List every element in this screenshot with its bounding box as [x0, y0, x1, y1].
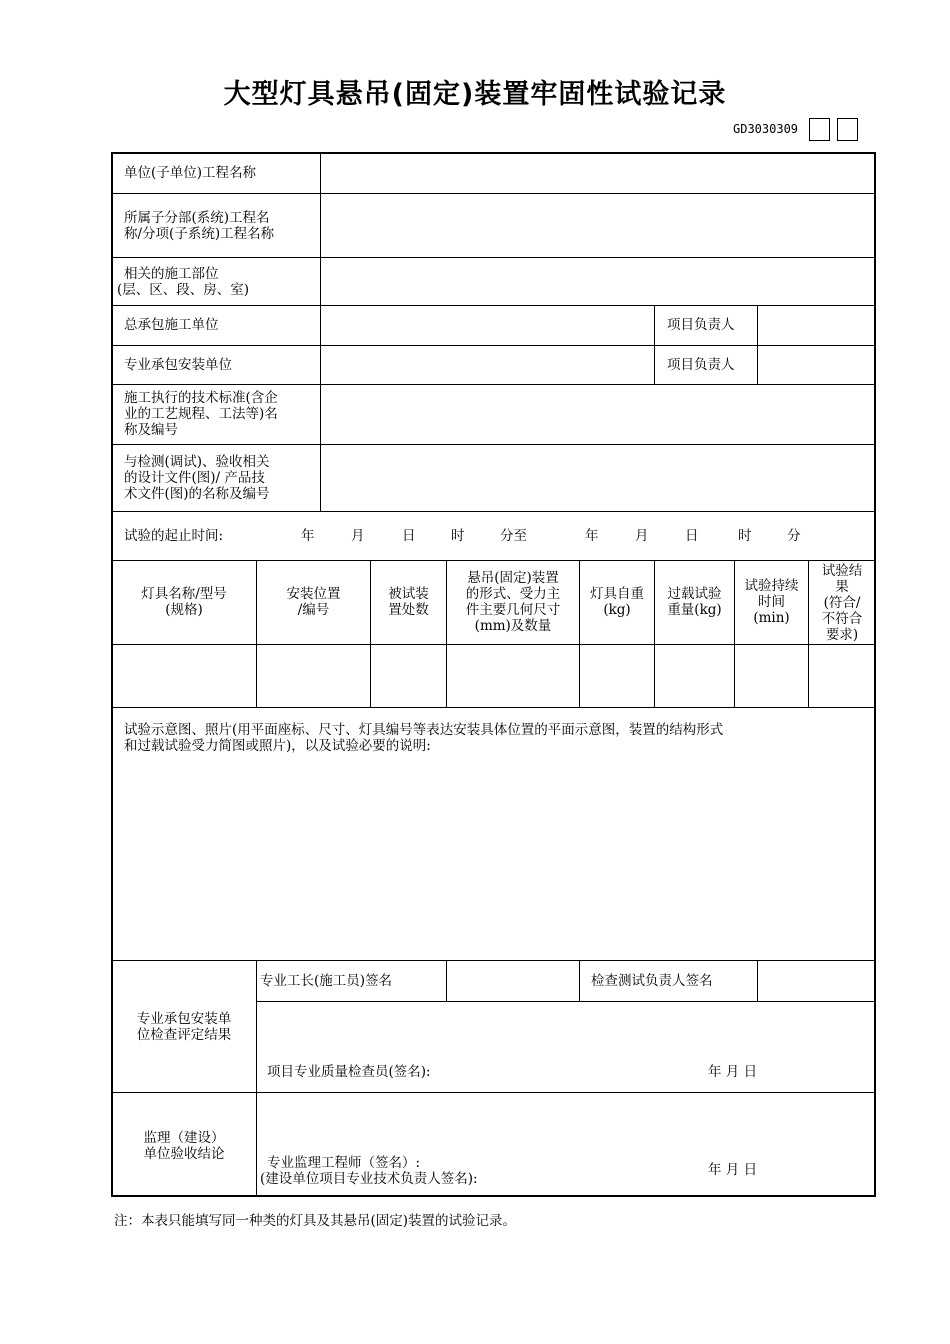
row-divider [111, 444, 876, 445]
standard-label: 称及编号 [124, 422, 178, 438]
row-divider [111, 560, 876, 561]
col-divider [320, 152, 321, 511]
supervision-label: 监理（建设） [143, 1130, 225, 1146]
col-divider [579, 960, 580, 1001]
col-header-duration: 时间 [758, 594, 785, 610]
location-label: (层、区、段、房、室) [117, 282, 250, 298]
row-divider [111, 644, 876, 645]
col-header-result: 不符合 [821, 611, 863, 627]
row-divider [111, 257, 876, 258]
standard-label: 业的工艺规程、工法等)名 [124, 406, 278, 422]
time-year: 年 [301, 528, 315, 544]
engineer-signature-label: 专业监理工程师（签名）: [267, 1155, 421, 1171]
code-box-2[interactable] [837, 118, 858, 141]
row-divider [111, 345, 876, 346]
col-header-overload: 重量(kg) [667, 602, 722, 618]
col-divider [757, 960, 758, 1001]
row-divider [111, 1092, 876, 1093]
project-leader-label: 项目负责人 [667, 357, 735, 373]
col-header-position: 安装位置 [286, 586, 341, 602]
row-divider [111, 305, 876, 306]
time-month: 月 [351, 528, 365, 544]
time-month: 月 [635, 528, 649, 544]
row-divider [256, 1001, 876, 1002]
col-header-overload: 过载试验 [667, 586, 722, 602]
col-header-device: 的形式、受力主 [465, 586, 561, 602]
footnote: 注：本表只能填写同一种类的灯具及其悬吊(固定)装置的试验记录。 [114, 1213, 517, 1229]
col-divider [446, 960, 447, 1001]
col-divider [256, 960, 257, 1196]
page-title: 大型灯具悬吊(固定)装置牢固性试验记录 [223, 79, 727, 110]
col-header-result: 果 [835, 579, 849, 595]
owner-signature-label: (建设单位项目专业技术负责人签名): [260, 1171, 478, 1187]
col-header-device: 件主要几何尺寸 [465, 602, 561, 618]
foreman-signature-label: 专业工长(施工员)签名 [260, 973, 393, 989]
time-minute: 分 [787, 528, 801, 544]
code-box-1[interactable] [809, 118, 830, 141]
subproject-label: 所属子分部(系统)工程名 [124, 210, 270, 226]
diagram-instructions: 试验示意图、照片(用平面座标、尺寸、灯具编号等表达安装具体位置的平面示意图，装置的结构形式 [124, 722, 724, 738]
col-header-duration: 试验持续 [744, 578, 799, 594]
evaluation-label: 专业承包安装单 [136, 1011, 232, 1027]
col-header-result: 要求) [825, 627, 859, 643]
col-divider [654, 305, 655, 384]
standard-label: 施工执行的技术标准(含企 [124, 390, 278, 406]
inspector-signature-label: 项目专业质量检查员(签名): [267, 1064, 431, 1080]
project-name-label: 单位(子单位)工程名称 [124, 165, 257, 181]
col-header-result: 试验结 [821, 563, 863, 579]
row-divider [111, 707, 876, 708]
col-divider [370, 560, 371, 707]
col-header-result: (符合/ [823, 595, 861, 611]
col-header-weight: 灯具自重 [590, 586, 644, 602]
supervision-date: 年 月 日 [708, 1162, 758, 1178]
row-divider [111, 193, 876, 194]
row-divider [111, 384, 876, 385]
row-divider [111, 511, 876, 512]
time-day: 日 [685, 528, 699, 544]
col-divider [654, 560, 655, 707]
col-header-lamp: 灯具名称/型号 [141, 586, 227, 602]
time-day: 日 [402, 528, 416, 544]
tester-signature-label: 检查测试负责人签名 [591, 973, 713, 989]
col-header-position: /编号 [297, 602, 330, 618]
time-minute-to: 分至 [500, 528, 527, 544]
time-year: 年 [585, 528, 599, 544]
col-header-count: 置处数 [388, 602, 429, 618]
col-header-lamp: (规格) [165, 602, 203, 618]
col-header-duration: (min) [753, 610, 790, 626]
test-time-label: 试验的起止时间: [124, 528, 224, 544]
col-header-device: 悬吊(固定)装置 [467, 570, 559, 586]
general-contractor-label: 总承包施工单位 [124, 317, 219, 333]
col-divider [579, 560, 580, 707]
form-code: GD3030309 [733, 122, 799, 136]
docs-label: 的设计文件(图)/ 产品技 [124, 470, 265, 486]
diagram-instructions: 和过载试验受力简图或照片)，以及试验必要的说明: [124, 738, 431, 754]
col-header-device: (mm)及数量 [474, 618, 552, 634]
col-divider [757, 305, 758, 384]
location-label: 相关的施工部位 [124, 266, 219, 282]
col-header-weight: (kg) [603, 602, 631, 618]
evaluation-date: 年 月 日 [708, 1064, 758, 1080]
supervision-label: 单位验收结论 [143, 1146, 225, 1162]
col-header-count: 被试装 [388, 586, 429, 602]
project-leader-label: 项目负责人 [667, 317, 735, 333]
docs-label: 术文件(图)的名称及编号 [124, 486, 270, 502]
subproject-label: 称/分项(子系统)工程名称 [124, 226, 275, 242]
installer-label: 专业承包安装单位 [124, 357, 232, 373]
col-divider [256, 560, 257, 707]
time-hour: 时 [738, 528, 752, 544]
docs-label: 与检测(调试)、验收相关 [124, 454, 270, 470]
row-divider [111, 960, 876, 961]
time-hour: 时 [451, 528, 465, 544]
evaluation-label: 位检查评定结果 [136, 1027, 232, 1043]
